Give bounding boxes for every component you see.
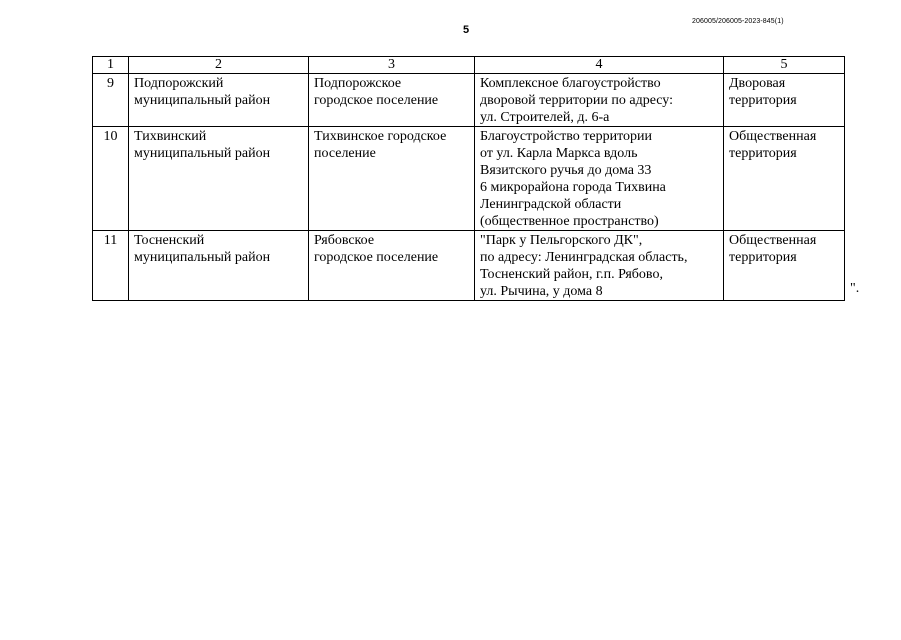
column-header: 1 [93,57,129,74]
row-number-cell: 10 [93,127,129,231]
column-header: 5 [724,57,845,74]
table-row [93,231,845,301]
description-cell: Благоустройство территории от ул. Карла Маркса вдоль Вязитского ручья до дома 33 6 микрорайона города Тихвина Ленинградской области (общественное пространство) [475,127,724,231]
row-number-cell: 11 [93,231,129,301]
column-header: 3 [309,57,475,74]
table-row [93,74,845,127]
territory-type-cell: Общественная территория [724,231,845,301]
description-cell: "Парк у Пельгорского ДК", по адресу: Ленинградская область, Тосненский район, г.п. Рябово, ул. Рычина, у дома 8 [475,231,724,301]
territory-type-cell: Общественная территория [724,127,845,231]
settlement-cell: Тихвинское городское поселение [309,127,475,231]
description-cell: Комплексное благоустройство дворовой территории по адресу: ул. Строителей, д. 6-а [475,74,724,127]
page-number: 5 [463,24,470,36]
settlement-cell: Подпорожское городское поселение [309,74,475,127]
district-cell: Тихвинский муниципальный район [129,127,309,231]
document-id: 206005/206005-2023-845(1) [692,18,784,25]
district-cell: Тосненский муниципальный район [129,231,309,301]
row-number-cell: 9 [93,74,129,127]
data-table [92,56,845,301]
table-row [93,127,845,231]
district-cell: Подпорожский муниципальный район [129,74,309,127]
settlement-cell: Рябовское городское поселение [309,231,475,301]
column-header: 2 [129,57,309,74]
closing-quote: ". [850,281,860,296]
table-header-row [93,57,845,74]
territory-type-cell: Дворовая территория [724,74,845,127]
column-header: 4 [475,57,724,74]
